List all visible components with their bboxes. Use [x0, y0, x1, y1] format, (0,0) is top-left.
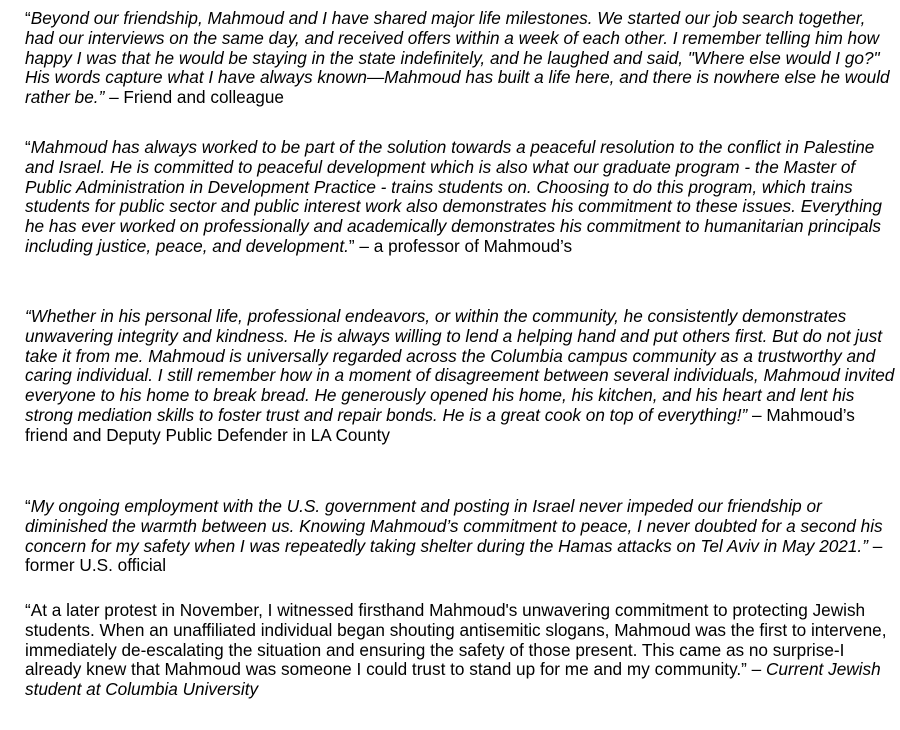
testimonial-quote-4	[25, 497, 897, 576]
testimonial-quote-5	[25, 601, 897, 700]
quote-attribution: – Friend and colleague	[104, 87, 284, 108]
testimonial-quote-2	[25, 138, 897, 257]
testimonial-quote-1	[25, 9, 897, 108]
quote-text: My ongoing employment with the U.S. government and posting in Israel never impeded our friendship or diminished the warmth between us. Knowing Mahmoud’s commitment to peace, I never doubted for a second his concern for my safety when I was repeatedly taking shelter during the Hamas attacks on Tel Aviv in May 2021.”	[25, 496, 883, 556]
quote-attribution: – former U.S. official	[25, 535, 883, 576]
quote-text: Beyond our friendship, Mahmoud and I have shared major life milestones. We started our job search together, had our interviews on the same day, and received offers within a week of each other. I remember telling him how happy I was that he would be staying in the state indefinitely, and he laughed and said, "Where else would I go?" His words capture what I have always known—Mahmoud has built a life here, and there is nowhere else he would rather be.”	[25, 8, 890, 108]
quote-open-mark: “	[25, 496, 31, 516]
quote-attribution: ” – a professor of Mahmoud’s	[348, 235, 573, 256]
quote-text: “At a later protest in November, I witnessed firsthand Mahmoud's unwavering commitment to protecting Jewish students. When an unaffiliated individual began shouting antisemitic slogans, Mahmoud was the first to intervene, immediately de-escalating the situation and ensuring the safety of those present. This came as no surprise-I already knew that Mahmoud was someone I could trust to stand up for me and my community.” –	[25, 600, 887, 680]
quote-attribution: Current Jewish student at Columbia University	[25, 659, 881, 700]
testimonial-quote-3	[25, 307, 897, 446]
quote-open-mark: “	[25, 137, 31, 157]
quote-attribution: – Mahmoud’s friend and Deputy Public Defender in LA County	[25, 404, 855, 445]
quote-text: Mahmoud has always worked to be part of the solution towards a peaceful resolution to the conflict in Palestine and Israel. He is committed to peaceful development which is also what our graduate program - the Master of Public Administration in Development Practice - trains students on. Choosing to do this program, which trains students for public sector and public interest work also demonstrates his commitment to these issues. Everything he has ever worked on professionally and academically demonstrates his commitment to humanitarian principals including justice, peace, and development.	[25, 137, 882, 256]
quote-open-mark: “	[25, 8, 31, 28]
quote-text: “Whether in his personal life, professional endeavors, or within the community, he consistently demonstrates unwavering integrity and kindness. He is always willing to lend a helping hand and put others first. But do not just take it from me. Mahmoud is universally regarded across the Columbia campus community as a trustworthy and caring individual. I still remember how in a moment of disagreement between several individuals, Mahmoud invited everyone to his home to break bread. He generously opened his home, his kitchen, and his heart and lent his strong mediation skills to foster trust and repair bonds. He is a great cook on top of everything!”	[25, 306, 895, 425]
